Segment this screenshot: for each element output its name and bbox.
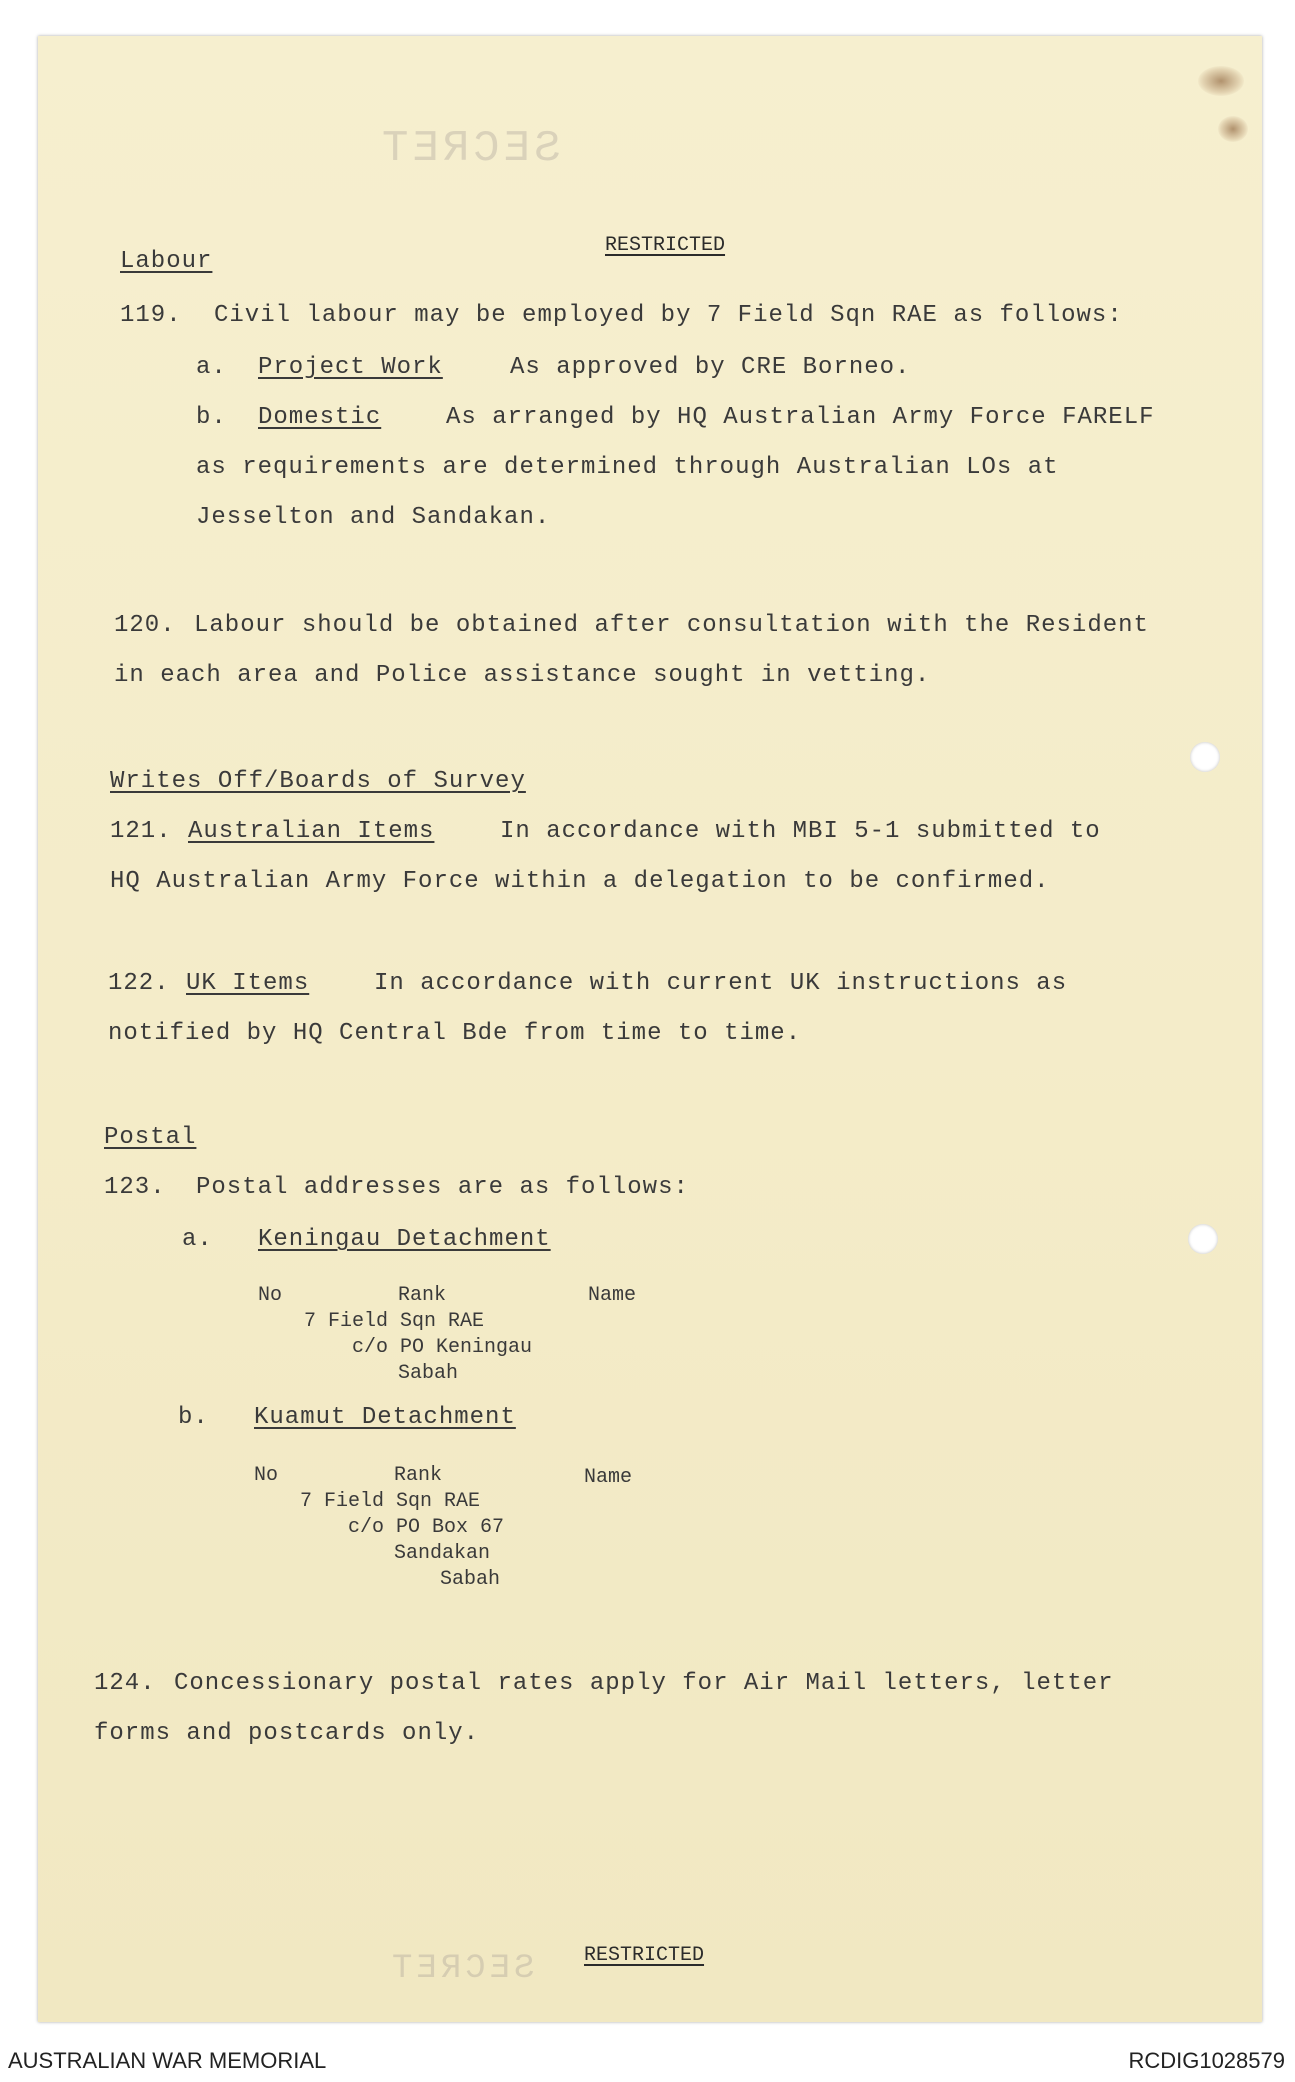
para-123a-letter: a.: [182, 1226, 213, 1253]
para-120-num: 120.: [114, 612, 176, 639]
para-119b-letter: b.: [196, 404, 227, 431]
para-119b-line1: As arranged by HQ Australian Army Force FARELF: [446, 404, 1155, 431]
para-121-num: 121.: [110, 818, 172, 845]
postal-heading: Postal: [104, 1124, 197, 1151]
para-120-line2: in each area and Police assistance sought in vetting.: [114, 662, 931, 689]
para-123-text: Postal addresses are as follows:: [196, 1174, 689, 1201]
para-119b-line3: Jesselton and Sandakan.: [196, 504, 551, 531]
para-121-line2: HQ Australian Army Force within a delegation to be confirmed.: [110, 868, 1050, 895]
para-122-num: 122.: [108, 970, 170, 997]
rust-stain-2: [1218, 116, 1248, 142]
para-121-title: Australian Items: [188, 818, 435, 845]
kuamut-rank-label: Rank: [394, 1464, 443, 1487]
watermark-bottom: SECRET: [388, 1950, 535, 1988]
para-123b-title: Kuamut Detachment: [254, 1404, 516, 1431]
footer-id: RCDIG1028579: [1128, 2048, 1285, 2073]
para-124-line2: forms and postcards only.: [94, 1720, 480, 1747]
kuamut-addr-1: 7 Field Sqn RAE: [300, 1490, 481, 1513]
para-122-line1: In accordance with current UK instructions as: [374, 970, 1068, 997]
keningau-addr-2: c/o PO Keningau: [352, 1336, 533, 1359]
kuamut-addr-2: c/o PO Box 67: [348, 1516, 505, 1539]
kuamut-no-label: No: [254, 1464, 279, 1487]
para-119-num: 119.: [120, 302, 182, 329]
punch-hole-top: [1190, 742, 1220, 772]
keningau-addr-3: Sabah: [398, 1362, 459, 1385]
rust-stain: [1198, 66, 1244, 96]
kuamut-name-label: Name: [584, 1466, 633, 1489]
keningau-addr-1: 7 Field Sqn RAE: [304, 1310, 485, 1333]
para-123b-letter: b.: [178, 1404, 209, 1431]
para-120-line1: Labour should be obtained after consultation with the Resident: [194, 612, 1149, 639]
punch-hole-bottom: [1188, 1224, 1218, 1254]
para-122-title: UK Items: [186, 970, 310, 997]
para-121-line1: In accordance with MBI 5-1 submitted to: [500, 818, 1101, 845]
writes-off-heading: Writes Off/Boards of Survey: [110, 768, 526, 795]
keningau-rank-label: Rank: [398, 1284, 447, 1307]
document-page: [38, 36, 1262, 2022]
kuamut-addr-4: Sabah: [440, 1568, 501, 1591]
para-124-line1: Concessionary postal rates apply for Air Mail letters, letter: [174, 1670, 1114, 1697]
watermark-top: SECRET: [378, 124, 561, 174]
para-119a-text: As approved by CRE Borneo.: [510, 354, 911, 381]
para-119b-line2: as requirements are determined through Australian LOs at: [196, 454, 1059, 481]
kuamut-addr-3: Sandakan: [394, 1542, 491, 1565]
para-123a-title: Keningau Detachment: [258, 1226, 551, 1253]
para-119a-letter: a.: [196, 354, 227, 381]
keningau-name-label: Name: [588, 1284, 637, 1307]
para-119a-title: Project Work: [258, 354, 443, 381]
para-119b-title: Domestic: [258, 404, 382, 431]
header-marker: RESTRICTED: [605, 234, 726, 257]
keningau-no-label: No: [258, 1284, 283, 1307]
para-124-num: 124.: [94, 1670, 156, 1697]
footer-source: AUSTRALIAN WAR MEMORIAL: [8, 2048, 327, 2073]
labour-heading: Labour: [120, 248, 213, 275]
para-119-text: Civil labour may be employed by 7 Field Sqn RAE as follows:: [214, 302, 1123, 329]
para-123-num: 123.: [104, 1174, 166, 1201]
para-122-line2: notified by HQ Central Bde from time to time.: [108, 1020, 802, 1047]
bottom-marker: RESTRICTED: [584, 1944, 705, 1967]
